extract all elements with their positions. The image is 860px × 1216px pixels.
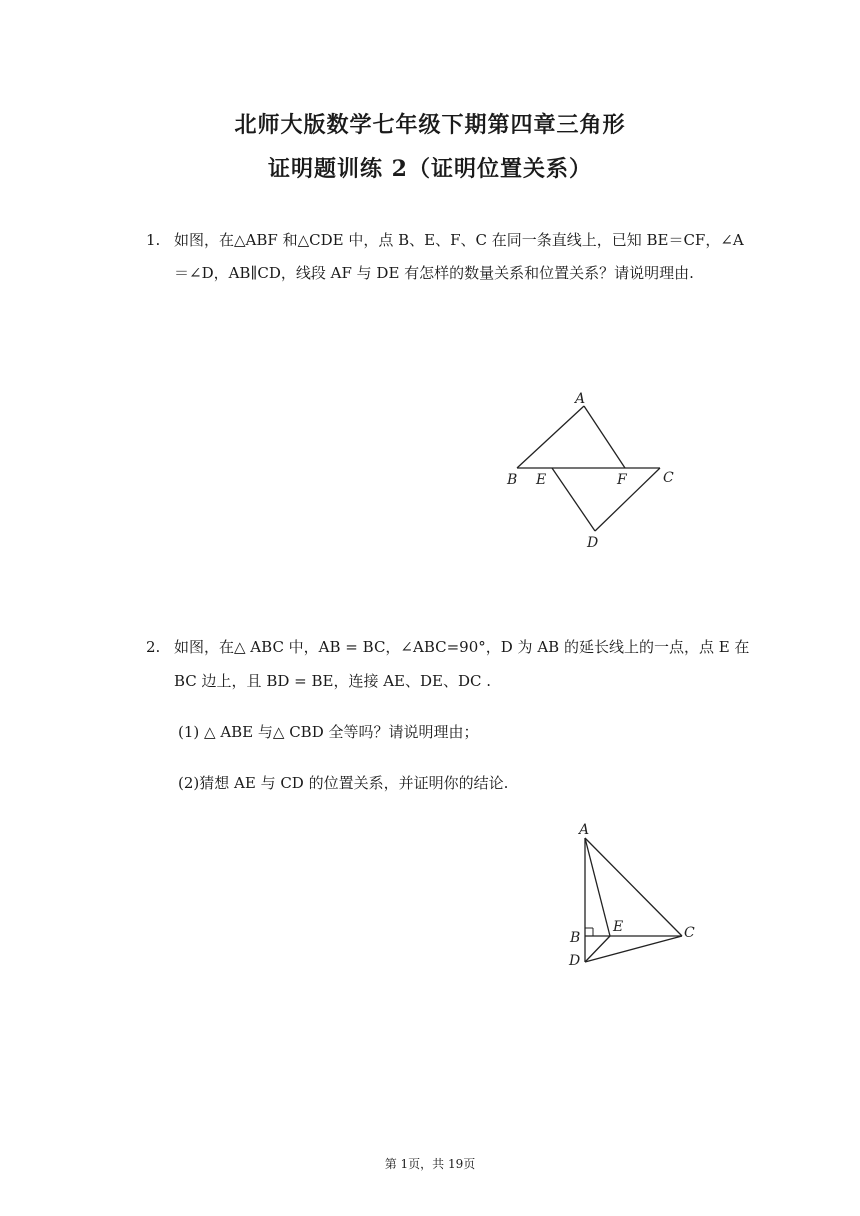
question-2-part-1: (1) △ ABE 与△ CBD 全等吗？请说明理由； <box>178 723 479 741</box>
segment-ae <box>585 838 610 936</box>
segment-ab <box>517 406 584 468</box>
question-2-part-2: (2)猜想 AE 与 CD 的位置关系，并证明你的结论. <box>178 774 509 792</box>
label-a: A <box>575 391 586 407</box>
segment-ac <box>585 838 682 936</box>
question-2-text-line-1: 如图，在△ ABC 中，AB = BC，∠ABC=90°，D 为 AB 的延长线上的一点，点 E 在 <box>174 638 750 656</box>
page-subtitle: 证明题训练 2（证明位置关系） <box>268 156 592 182</box>
question-2-text-line-2: BC 边上，且 BD = BE，连接 AE、DE、DC . <box>174 672 492 690</box>
question-1-text-line-2: ＝∠D，AB∥CD，线段 AF 与 DE 有怎样的数量关系和位置关系？请说明理由. <box>174 264 694 282</box>
label-b: B <box>570 930 581 946</box>
segment-dc <box>595 468 660 531</box>
question-1-number: 1. <box>146 231 161 249</box>
label-d: D <box>587 535 599 551</box>
question-2-figure <box>560 820 710 980</box>
label-e: E <box>613 919 624 935</box>
label-c: C <box>663 470 674 486</box>
question-1-text-line-1: 如图，在△ABF 和△CDE 中，点 B、E、F、C 在同一条直线上，已知 BE＝CF，∠A <box>174 231 744 249</box>
label-e: E <box>536 472 547 488</box>
page-title: 北师大版数学七年级下期第四章三角形 <box>234 112 626 138</box>
segment-af <box>584 406 625 468</box>
label-b: B <box>507 472 518 488</box>
label-f: F <box>617 472 627 488</box>
label-d: D <box>569 953 581 969</box>
label-c: C <box>684 925 695 941</box>
label-a: A <box>579 822 590 838</box>
segment-ed <box>552 468 595 531</box>
question-1-figure <box>500 385 690 550</box>
page-footer: 第 1页，共 19页 <box>384 1157 476 1171</box>
question-2-number: 2. <box>146 638 161 656</box>
segment-dc <box>585 936 682 962</box>
